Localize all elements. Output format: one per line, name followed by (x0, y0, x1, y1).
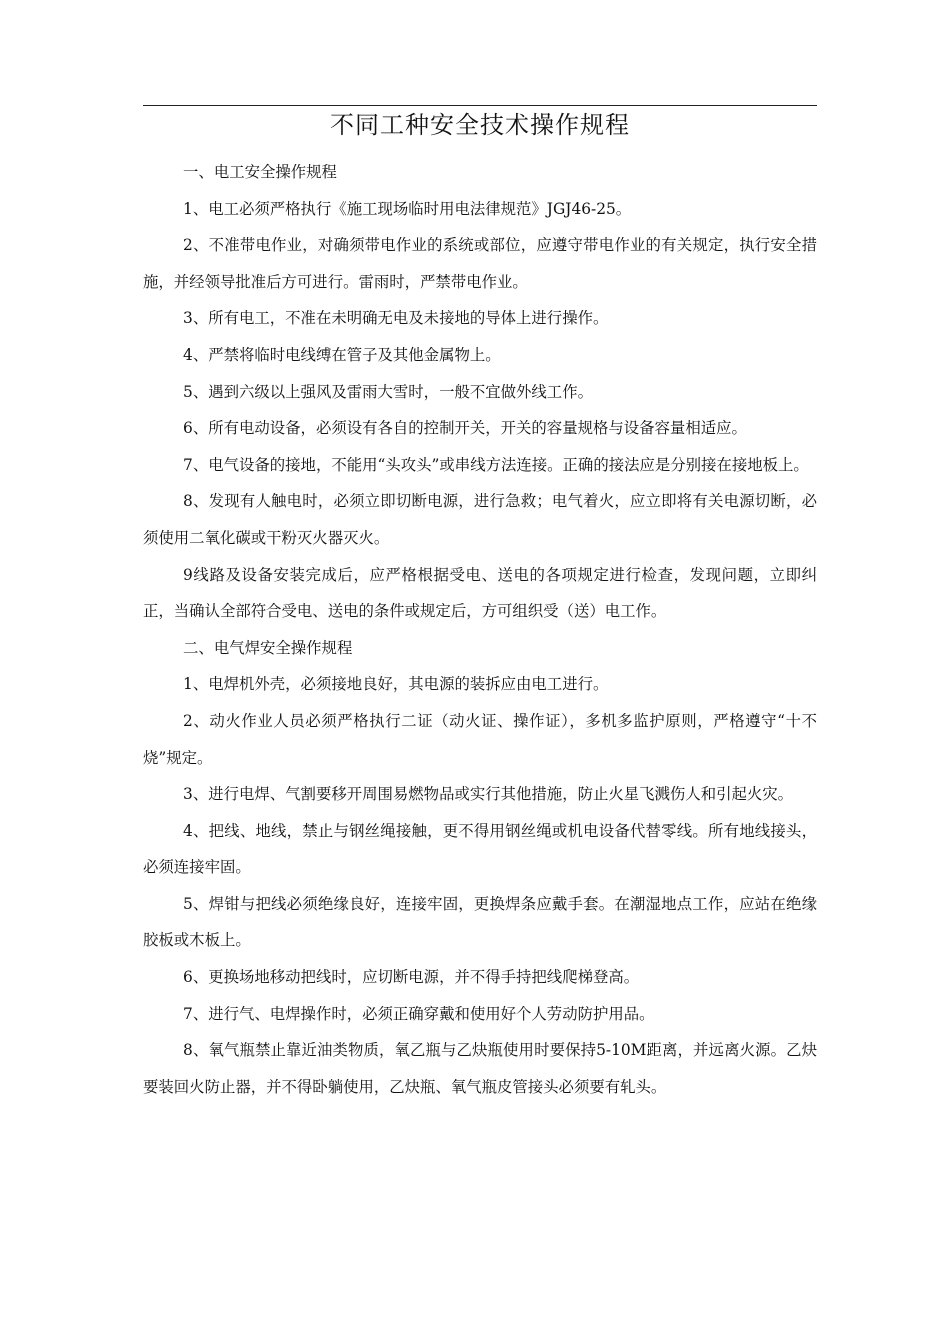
paragraph-electrician-9: 9线路及设备安装完成后，应严格根据受电、送电的各项规定进行检查，发现问题，立即纠正，当确认全部符合受电、送电的条件或规定后，方可组织受（送）电工作。 (143, 565, 817, 621)
paragraph-welding-1: 1、电焊机外壳，必须接地良好，其电源的装拆应由电工进行。 (183, 675, 609, 694)
paragraph-electrician-4: 4、严禁将临时电线缚在管子及其他金属物上。 (183, 345, 501, 364)
paragraph-electrician-6: 6、所有电动设备，必须设有各自的控制开关，开关的容量规格与设备容量相适应。 (183, 419, 747, 438)
header-rule (143, 105, 817, 106)
paragraph-electrician-3: 3、所有电工，不准在未明确无电及未接地的导体上进行操作。 (183, 309, 609, 328)
section-heading-welding: 二、电气焊安全操作规程 (183, 638, 353, 657)
paragraph-welding-2: 2、动火作业人员必须严格执行二证（动火证、操作证），多机多监护原则，严格遵守“十不烧”规定。 (143, 711, 817, 767)
paragraph-welding-7: 7、进行气、电焊操作时，必须正确穿戴和使用好个人劳动防护用品。 (183, 1004, 655, 1023)
paragraph-welding-4: 4、把线、地线，禁止与钢丝绳接触，更不得用钢丝绳或机电设备代替零线。所有地线接头，必须连接牢固。 (143, 821, 817, 877)
document-title: 不同工种安全技术操作规程 (330, 111, 630, 139)
paragraph-electrician-2: 2、不准带电作业，对确须带电作业的系统或部位，应遵守带电作业的有关规定，执行安全措施，并经领导批准后方可进行。雷雨时，严禁带电作业。 (143, 236, 817, 291)
paragraph-welding-6: 6、更换场地移动把线时，应切断电源，并不得手持把线爬梯登高。 (183, 968, 640, 987)
paragraph-electrician-5: 5、遇到六级以上强风及雷雨大雪时，一般不宜做外线工作。 (183, 382, 593, 401)
paragraph-electrician-1: 1、电工必须严格执行《施工现场临时用电法律规范》JGJ46-25。 (183, 199, 632, 218)
paragraph-welding-8: 8、氧气瓶禁止靠近油类物质，氧乙瓶与乙炔瓶使用时要保持5-10M距离，并远离火源。乙炔要装回火防止器，并不得卧躺使用，乙炔瓶、氧气瓶皮管接头必须要有轧头。 (143, 1041, 817, 1096)
paragraph-welding-3: 3、进行电焊、气割要移开周围易燃物品或实行其他措施，防止火星飞溅伤人和引起火灾。 (183, 785, 794, 804)
document-body (143, 154, 817, 1105)
section-heading-electrician: 一、电工安全操作规程 (183, 163, 337, 181)
paragraph-electrician-8: 8、发现有人触电时，必须立即切断电源，进行急救；电气着火，应立即将有关电源切断，必须使用二氧化碳或干粉灭火器灭火。 (143, 492, 817, 547)
paragraph-welding-5: 5、焊钳与把线必须绝缘良好，连接牢固，更换焊条应戴手套。在潮湿地点工作，应站在绝缘胶板或木板上。 (143, 894, 817, 950)
paragraph-electrician-7: 7、电气设备的接地，不能用“头攻头”或串线方法连接。正确的接法应是分别接在接地板上。 (183, 455, 809, 474)
